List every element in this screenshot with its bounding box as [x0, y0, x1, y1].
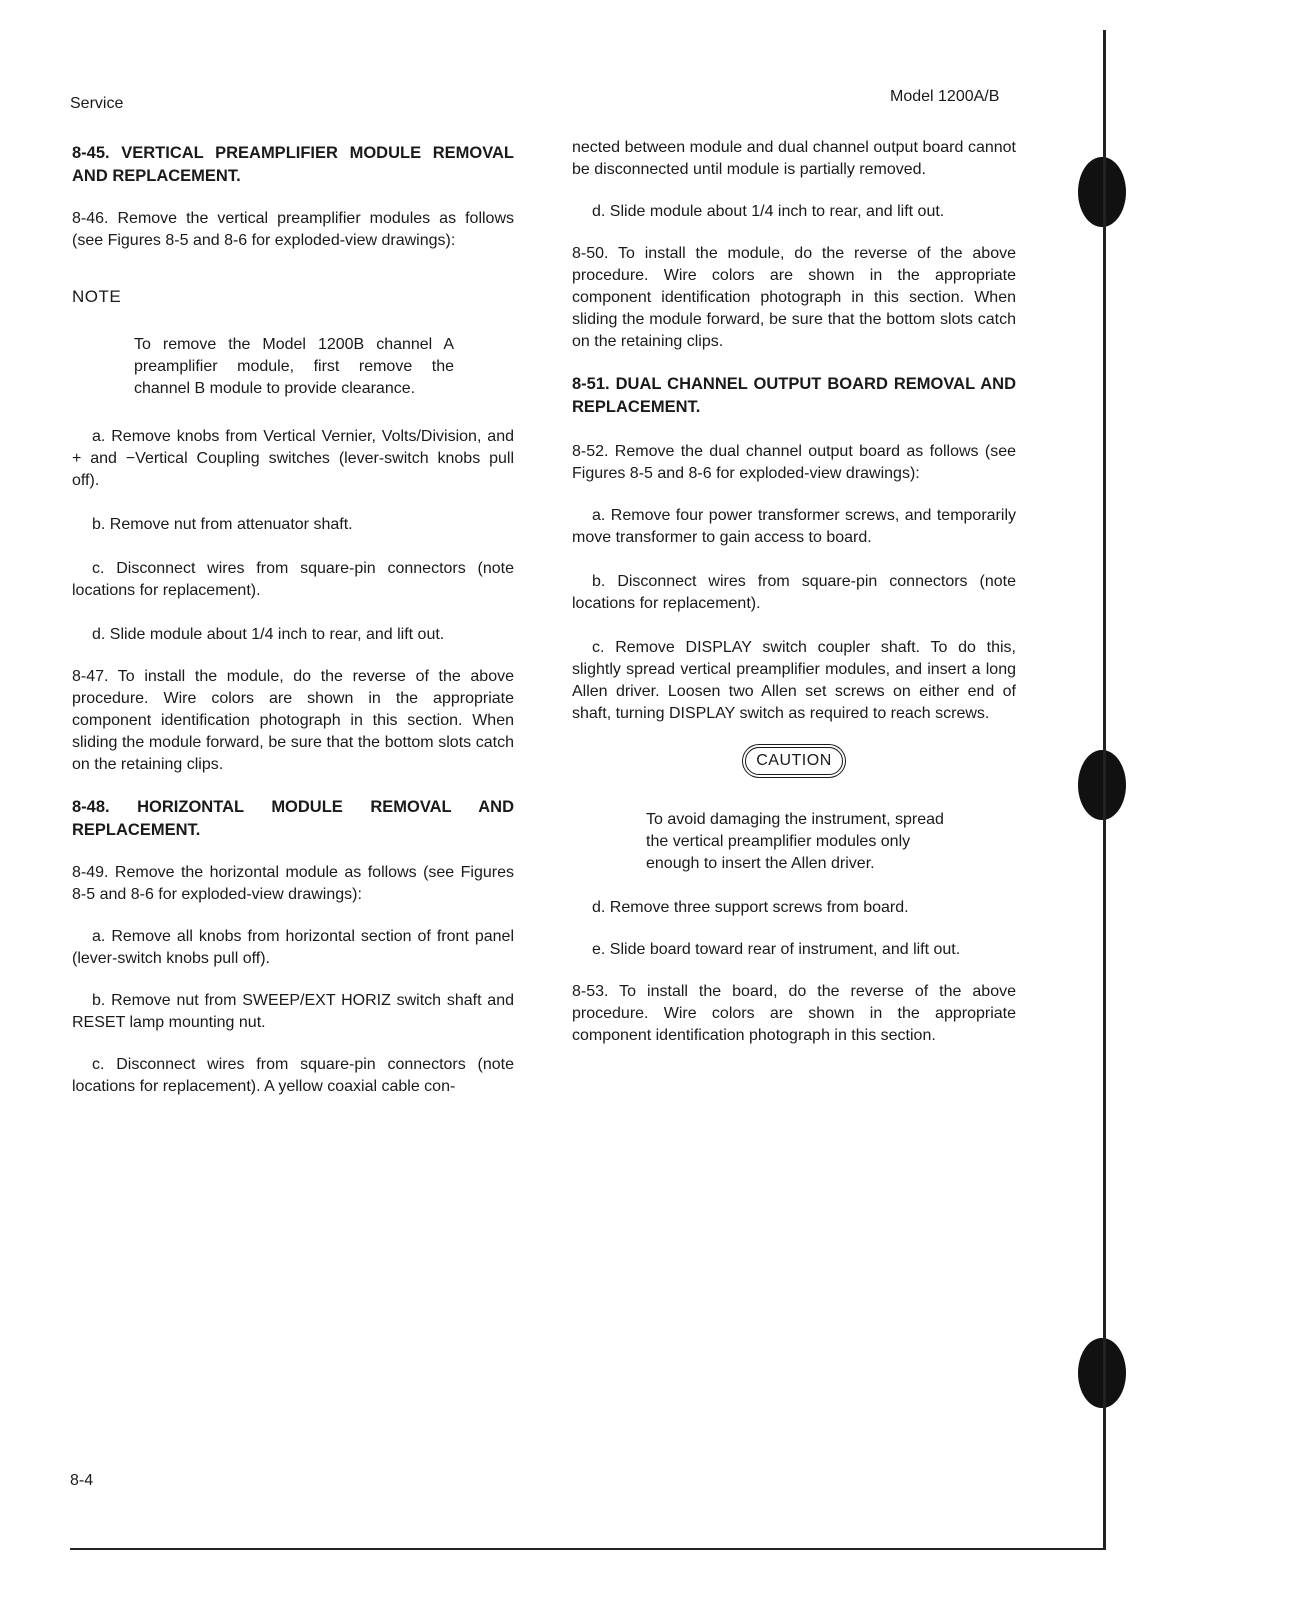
note-title: NOTE [72, 287, 122, 306]
section-8-48-heading: 8-48. HORIZONTAL MODULE REMOVAL AND REPLACEMENT. [72, 798, 514, 839]
section-8-51-heading: 8-51. DUAL CHANNEL OUTPUT BOARD REMOVAL AND REPLACEMENT. [572, 375, 1016, 416]
paragraph-8-49-continued: nected between module and dual channel output board cannot be disconnected until module is partially removed. [572, 139, 1016, 178]
step-8-52-d: d. Remove three support screws from board. [592, 899, 909, 916]
binder-hole-bottom [1078, 1338, 1126, 1408]
section-8-45-heading: 8-45. VERTICAL PREAMPLIFIER MODULE REMOVAL AND REPLACEMENT. [72, 144, 514, 185]
paragraph-8-50: 8-50. To install the module, do the reverse of the above procedure. Wire colors are shown in the appropriate component identification photograph in this section. When sliding the module forward, be sure that the bottom slots catch on the retaining clips. [572, 245, 1016, 350]
right-column [572, 137, 1016, 1047]
caution-text: To avoid damaging the instrument, spread the vertical preamplifier modules only enough to insert the Allen driver. [646, 811, 944, 872]
caution-box [572, 747, 1016, 875]
paragraph-8-52: 8-52. Remove the dual channel output board as follows (see Figures 8-5 and 8-6 for exploded-view drawings): [572, 443, 1016, 482]
note-text: To remove the Model 1200B channel A preamplifier module, first remove the channel B module to provide clearance. [134, 336, 454, 397]
step-8-49-c: c. Disconnect wires from square-pin connectors (note locations for replacement). A yellow coaxial cable con- [72, 1056, 514, 1095]
note-box [72, 286, 514, 400]
binder-hole-middle [1078, 750, 1126, 820]
page-number: 8-4 [70, 1472, 94, 1489]
step-8-46-d: d. Slide module about 1/4 inch to rear, and lift out. [92, 626, 445, 643]
paragraph-8-49: 8-49. Remove the horizontal module as follows (see Figures 8-5 and 8-6 for exploded-view drawings): [72, 864, 514, 903]
step-8-52-b: b. Disconnect wires from square-pin connectors (note locations for replacement). [572, 573, 1016, 612]
step-8-49-b: b. Remove nut from SWEEP/EXT HORIZ switch shaft and RESET lamp mounting nut. [72, 992, 514, 1031]
left-column [72, 142, 514, 1098]
step-8-46-c: c. Disconnect wires from square-pin connectors (note locations for replacement). [72, 560, 514, 599]
step-8-46-b: b. Remove nut from attenuator shaft. [92, 516, 353, 533]
step-8-52-e: e. Slide board toward rear of instrument, and lift out. [592, 941, 961, 958]
caution-label: CAUTION [745, 747, 843, 775]
step-8-46-a: a. Remove knobs from Vertical Vernier, Volts/Division, and + and −Vertical Coupling switches (lever-switch knobs pull off). [72, 428, 514, 489]
step-8-52-a: a. Remove four power transformer screws, and temporarily move transformer to gain access to board. [572, 507, 1016, 546]
running-header-left: Service [70, 95, 124, 112]
step-8-49-a: a. Remove all knobs from horizontal section of front panel (lever-switch knobs pull off). [72, 928, 514, 967]
step-8-49-d: d. Slide module about 1/4 inch to rear, and lift out. [592, 203, 945, 220]
step-8-52-c: c. Remove DISPLAY switch coupler shaft. To do this, slightly spread vertical preamplifier modules, and insert a long Allen driver. Loosen two Allen set screws on either end of shaft, turning DISPLAY switch as required to reach screws. [572, 639, 1016, 722]
page-edge-right [1103, 30, 1106, 1550]
page-edge-bottom [70, 1548, 1106, 1550]
running-header-right: Model 1200A/B [890, 88, 1000, 105]
binder-hole-top [1078, 157, 1126, 227]
paragraph-8-53: 8-53. To install the board, do the reverse of the above procedure. Wire colors are shown in the appropriate component identification photograph in this section. [572, 983, 1016, 1044]
paragraph-8-46: 8-46. Remove the vertical preamplifier modules as follows (see Figures 8-5 and 8-6 for exploded-view drawings): [72, 210, 514, 249]
paragraph-8-47: 8-47. To install the module, do the reverse of the above procedure. Wire colors are shown in the appropriate component identification photograph in this section. When sliding the module forward, be sure that the bottom slots catch on the retaining clips. [72, 668, 514, 773]
